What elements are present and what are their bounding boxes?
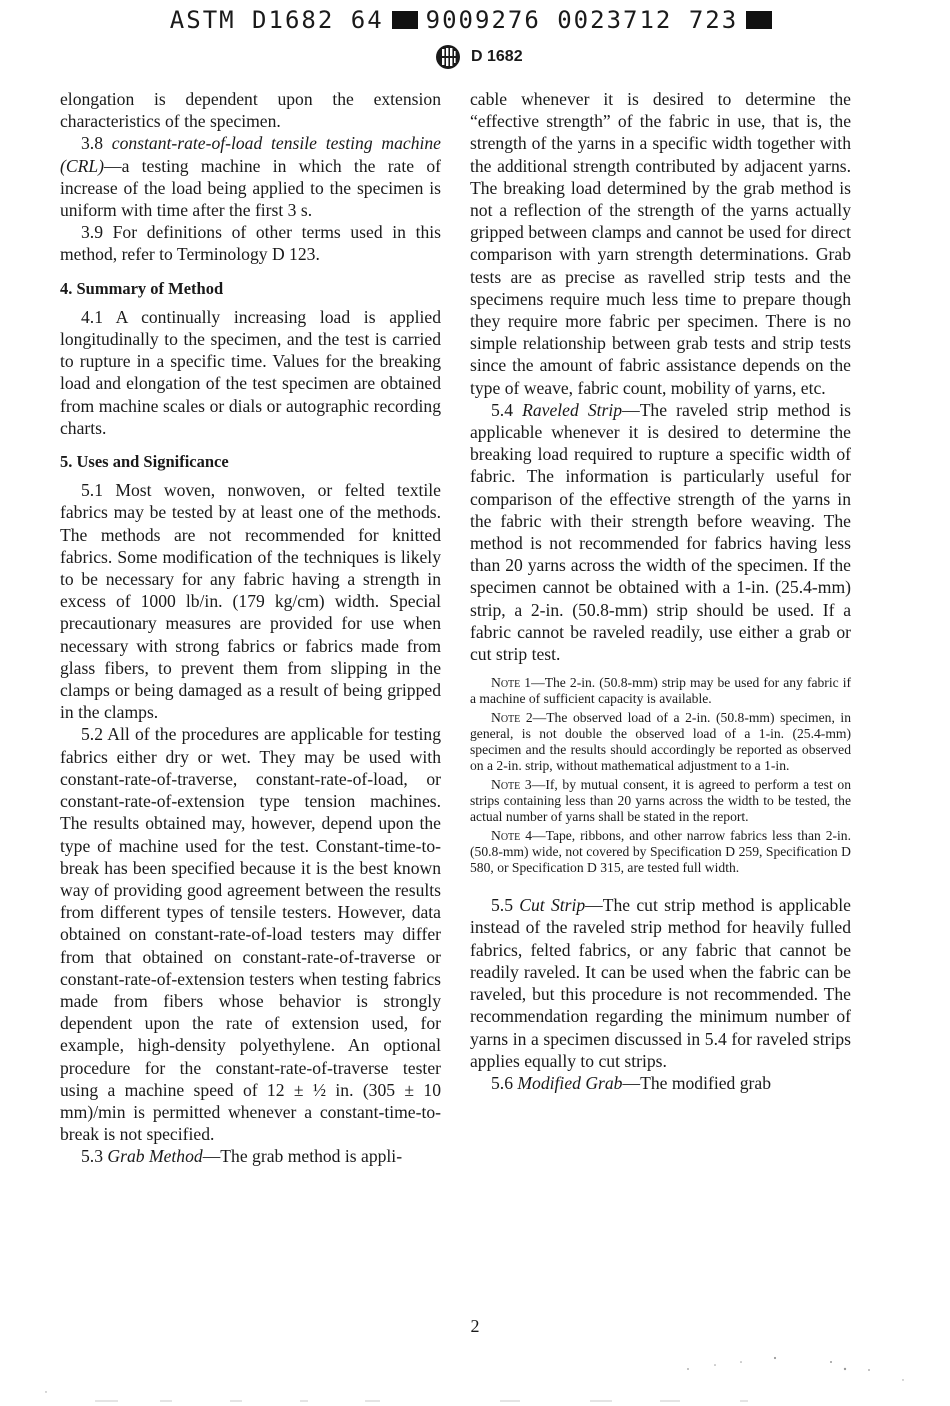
paragraph-5-4 — [470, 399, 851, 665]
paragraph-3-8 — [60, 132, 441, 221]
definition-text: —a testing machine in which the rate of increase of the load being applied to the specimen is uniform with time after the first 3 s. — [60, 155, 441, 221]
astm-logo-icon — [435, 44, 461, 70]
section-text: —The cut strip method is applicable instead of the raveled strip method for heavily fulled fabrics, felted fabrics, or any fabric that cannot be readily raveled. It can be used when the fabric can be raveled, but this procedure is not recommended. The recommendation regarding the minimum number of yarns in a specimen discussed in 5.4 for raveled strips applies equally to cut strips. — [470, 895, 851, 1071]
note-text: —If, by mutual consent, it is agreed to perform a test on strips containing less than 20 yarns across the width to be tested, the actual number of yarns shall be stated in the report. — [470, 777, 851, 825]
paragraph-5-2: 5.2 All of the procedures are applicable for testing fabrics either dry or wet. They may be used with constant-rate-of-traverse, constant-rate-of-load, or constant-rate-of-extension type tension machines. The results obtained may, however, depend upon the type of machine used for the test. Constant-time-to-break has been specified because it is the best known way of providing good agreement between the results from different types of tensile testers. However, data obtained on constant-rate-of-load testers may differ from that obtained on constant-rate-of-traverse or constant-rate-of-extension testers when testing fabrics made from fibers whose behavior is strongly dependent upon the rate of extension used, for example, high-density polyethylene. An optional procedure for the constant-rate-of-traverse tester using a machine speed of 12 ± ½ in. (305 ± 10 mm)/min is permitted whenever a constant-time-to-break is not specified. — [60, 724, 441, 1145]
section-number: 5.6 — [491, 1072, 513, 1093]
standard-designation — [435, 44, 523, 70]
section-number: 3.8 — [81, 133, 103, 154]
right-column — [470, 88, 851, 1094]
document-code-left: ASTM D1682 64 — [169, 6, 384, 34]
designation-number: D 1682 — [471, 48, 523, 65]
note-3 — [470, 777, 851, 825]
note-label: Note 4 — [491, 828, 532, 844]
note-label: Note 2 — [491, 710, 533, 726]
section-number: 5.5 — [491, 895, 513, 916]
note-label: Note 3 — [491, 777, 532, 793]
defined-term: Grab Method — [107, 1146, 203, 1167]
heading-uses-and-significance: 5. Uses and Significance — [60, 452, 229, 472]
scan-noise-specks — [0, 1340, 950, 1406]
section-text: —The grab method is appli- — [202, 1146, 403, 1167]
document-code-right: 9009276 0023712 723 — [425, 6, 739, 34]
paragraph-4-1: 4.1 A continually increasing load is applied longitudinally to the specimen, and the test is carried to rupture in a specific time. Values for the breaking load and elongation of the test specimen are obtained from machine scales or dials or autographic recording charts. — [60, 306, 441, 438]
defined-term: constant-rate-of-load tensile testing machine (CRL) — [60, 133, 441, 176]
section-text: —The modified grab — [622, 1072, 772, 1093]
note-4 — [470, 828, 851, 876]
note-1 — [470, 675, 851, 707]
paragraph-3-9: 3.9 For definitions of other terms used in this method, refer to Terminology D 123. — [60, 222, 441, 265]
page-number: 2 — [470, 1316, 480, 1336]
header-black-mark-end — [746, 11, 772, 29]
paragraph-5-5 — [470, 894, 851, 1072]
note-text: —Tape, ribbons, and other narrow fabrics less than 2-in. (50.8-mm) wide, not covered by Specification D 259, Specification D 580, or Specification D 315, are tested full width. — [470, 828, 852, 876]
note-2 — [470, 710, 851, 774]
section-text: —The raveled strip method is applicable whenever it is desired to determine the breaking load required to rupture a specific width of fabric. The information is particularly useful for comparison of the effective strength of the yarns in the fabric with their strength before weaving. The method is not recommended for fabrics having less than 20 yarns across the width of the specimen. If the specimen cannot be obtained with a 1-in. (25.4-mm) strip, a 2-in. (50.8-mm) strip should be used. If a fabric cannot be raveled readily, use either a grab or cut strip test. — [470, 399, 851, 665]
paragraph-5-1: 5.1 Most woven, nonwoven, or felted textile fabrics may be tested by at least one of the methods. The methods are not recommended for knitted fabrics. Some modification of the techniques is likely to be necessary for any fabric having a strength in excess of 1000 lb/in. (179 kg/cm) width. Special precautionary measures are provided for use when necessary with strong fabrics or fabrics made from glass fibers, to prevent them from slipping in the clamps or being damaged as a result of being gripped in the clamps. — [60, 480, 441, 723]
header-black-mark — [392, 11, 418, 29]
notes-block — [470, 675, 851, 876]
paragraph-5-3 — [60, 1145, 441, 1167]
paragraph-elongation: elongation is dependent upon the extension characteristics of the specimen. — [60, 89, 441, 132]
heading-summary-of-method: 4. Summary of Method — [60, 278, 224, 298]
section-number: 5.4 — [491, 399, 513, 420]
note-text: —The observed load of a 2-in. (50.8-mm) specimen, in general, is not double the observed load of a 1-in. (25.4-mm) specimen and the results should accordingly be reported as observed on a 2-in. strip, without mathematical adjustment to a 1-in. — [470, 710, 851, 774]
paragraph-5-3-continued: cable whenever it is desired to determine the “effective strength” of the fabric in use, that is, the strength of the yarns in a specific width together with the additional strength contributed by adjacent yarns. The breaking load determined by the grab method is not a reflection of the strength of the yarns actually gripped between clamps and cannot be used for direct comparison with yarn strength determinations. Grab tests are as precise as ravelled strip tests and the specimens require much less time to prepare though they require more fabric per specimen. There is no simple relationship between grab tests and strip tests since the amount of fabric assistance depends on the type of weave, fabric count, mobility of yarns, etc. — [470, 89, 851, 398]
defined-term: Cut Strip — [519, 895, 586, 916]
section-number: 5.3 — [81, 1146, 103, 1167]
paragraph-5-6 — [470, 1072, 851, 1094]
note-label: Note 1 — [491, 675, 532, 691]
defined-term: Raveled Strip — [522, 399, 623, 420]
note-text: —The 2-in. (50.8-mm) strip may be used for any fabric if a machine of sufficient capacity is available. — [470, 675, 851, 707]
document-code-header — [0, 6, 950, 34]
left-column — [60, 88, 441, 1168]
defined-term: Modified Grab — [517, 1072, 623, 1093]
